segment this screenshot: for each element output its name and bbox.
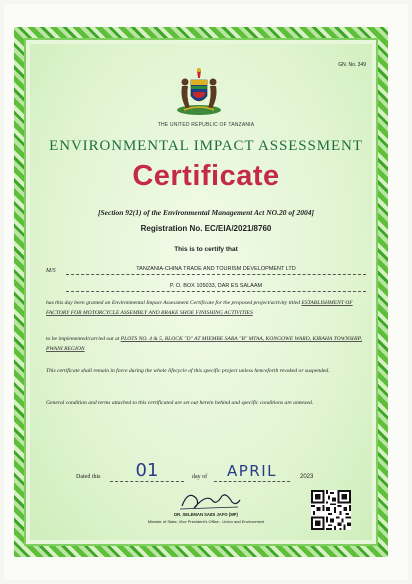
coat-of-arms-icon — [174, 66, 224, 118]
year-value: 2023 — [300, 474, 314, 480]
registration-number: Registration No. EC/EIA/2021/8760 — [140, 224, 272, 233]
page-heading: ENVIRONMENTAL IMPACT ASSESSMENT — [49, 138, 363, 154]
project-location: PLOTS NO. 4 & 5, BLOCK "D" AT MIEMBE SABA "B" MTAA, KONGOWE WARD, KIBAHA TOWNSHIP, PWANI REGION — [46, 336, 362, 352]
company-address: P. O. BOX 105033, DAR ES SALAAM — [66, 283, 366, 292]
validity-paragraph: This certificate shall remain in force during the whole lifecycle of this specific project unless henceforth revoked or suspended. — [46, 368, 330, 374]
day-value: 01 — [110, 462, 184, 482]
gazette-number: GN. No. 349 — [338, 62, 366, 68]
certificate-title: Certificate — [132, 160, 280, 192]
ms-label: M/S — [46, 268, 56, 274]
location-intro: to be implemented/carried out at — [46, 336, 121, 342]
issuer-name: THE UNITED REPUBLIC OF TANZANIA — [157, 122, 255, 128]
signer-name: DR. SELEMAN SAIDI JAFO (MP) — [174, 512, 238, 517]
location-paragraph — [46, 334, 366, 354]
qr-code-icon[interactable] — [311, 490, 351, 530]
grant-text: has this day been granted an Environmental Impact Assessment Certificate for the proposed project/activity titled — [46, 300, 302, 306]
grant-paragraph — [46, 298, 366, 318]
conditions-paragraph: General condition and terms attached to this certificated are set out herein behind and specific conditions are annexed. — [46, 400, 314, 406]
company-name: TANZANIA-CHINA TRADE AND TOURISM DEVELOPMENT LTD — [66, 266, 366, 275]
project-title: ESTABLISHMENT OF FACTORY FOR MOTORCYCLE ASSEMBLY AND BRAKE SHOE FINISHING ACTIVITIES — [46, 300, 353, 316]
certificate-background — [30, 44, 372, 540]
month-value: APRIL — [214, 463, 290, 482]
day-of-label: day of — [192, 474, 208, 480]
legal-section-reference: [Section 92(1) of the Environmental Management Act NO.20 of 2004] — [98, 208, 314, 217]
certify-intro: This is to certify that — [174, 246, 238, 253]
signature-icon — [176, 488, 244, 512]
dated-label: Dated this — [76, 474, 101, 480]
signer-role: Minister of State, Vice President's Office - Union and Environment — [147, 519, 265, 524]
